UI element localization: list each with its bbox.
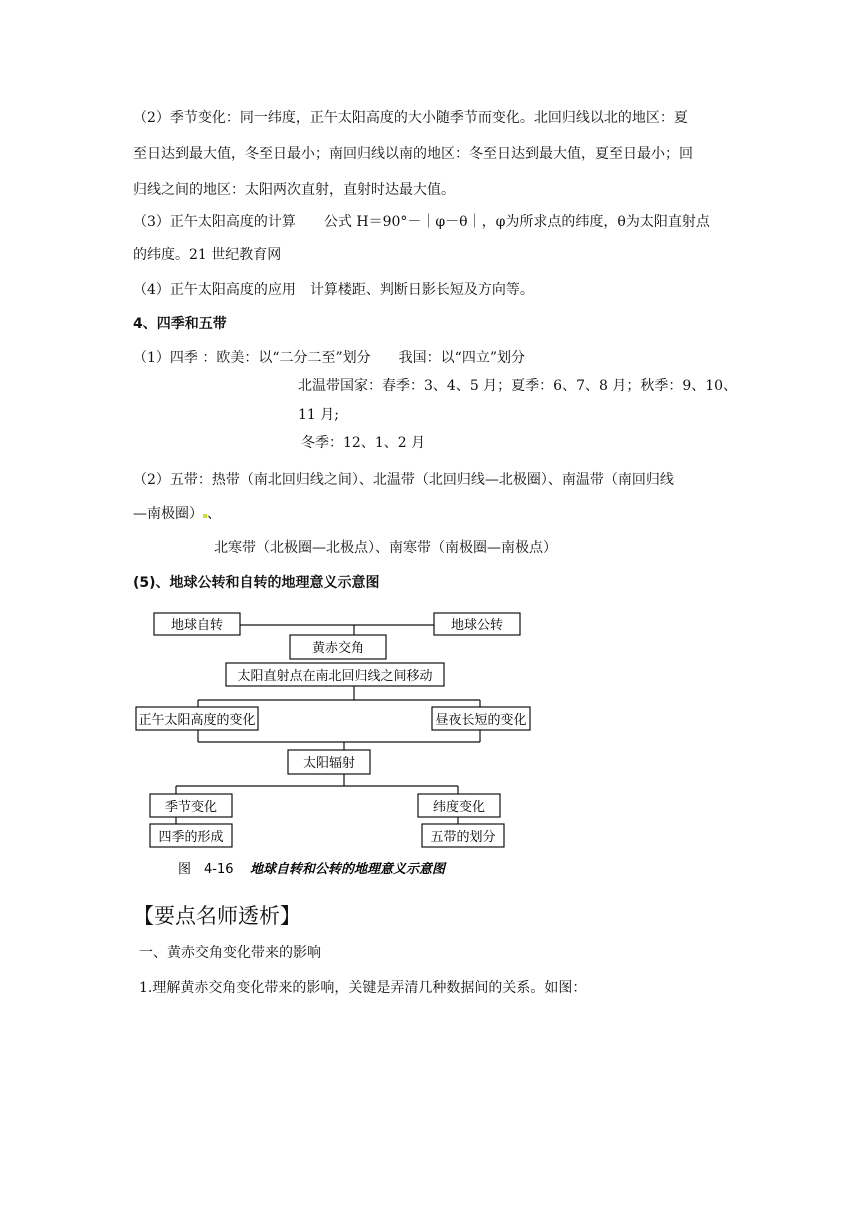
figure-caption: 地球自转和公转的地理意义示意图 [250,862,446,877]
text-line: 至日达到最大值，冬至日最小；南回归线以南的地区：冬至日达到最大值，夏至日最小；回 [133,146,693,162]
section-title: (5)、地球公转和自转的地理意义示意图 [133,575,380,591]
box-latitude-change [418,794,500,817]
flow-diagram [128,604,548,884]
box-label: 太阳直射点在南北回归线之间移动 [237,669,433,684]
box-label: 太阳辐射 [302,756,356,771]
text-fragment: 、 [207,506,221,522]
box-label: 四季的形成 [158,830,224,845]
text-line: 1.理解黄赤交角变化带来的影响，关键是弄清几种数据间的关系。如图： [139,980,587,996]
key-points-heading: 【要点名师透析】 [133,904,301,928]
text-line: 归线之间的地区：太阳两次直射，直射时达最大值。 [133,182,455,198]
box-label: 黄赤交角 [311,641,365,656]
section-title: 4、四季和五带 [133,316,227,332]
text-line: （2）季节变化：同一纬度，正午太阳高度的大小随季节而变化。北回归线以北的地区：夏 [133,110,688,126]
box-earth-rotation [154,613,240,635]
box-obliquity [290,635,386,659]
box-four-seasons [150,824,232,847]
text-line: （1）四季 ：欧美：以“二分二至”划分 我国：以“四立”划分 [133,350,525,366]
box-label: 正午太阳高度的变化 [138,713,256,728]
box-label: 季节变化 [164,800,218,815]
box-direct-point [226,663,444,686]
box-label: 纬度变化 [432,800,486,815]
text-line: （2）五带：热带（南北回归线之间）、北温带（北回归线—北极圈）、南温带（南回归线 [133,472,674,488]
subheading: 一、黄赤交角变化带来的影响 [139,945,321,961]
box-day-length [432,707,530,730]
box-earth-revolution [434,613,520,635]
box-season-change [150,794,232,817]
text-line: 冬季：12、1、2 月 [301,435,426,451]
text-fragment: —南极圈） [133,506,203,522]
text-line [133,504,221,524]
box-label: 昼夜长短的变化 [435,713,527,728]
box-five-zones [422,824,504,847]
box-label: 地球自转 [170,618,224,633]
box-solar-radiation [288,750,370,774]
box-noon-height [136,707,258,730]
text-line: 北寒带（北极圈—北极点）、南寒带（南极圈—南极点） [214,540,557,556]
text-line: 北温带国家：春季：3、4、5 月；夏季：6、7、8 月；秋季：9、10、 [298,378,738,394]
text-line: 的纬度。21 世纪教育网 [133,247,282,263]
box-label: 五带的划分 [430,830,496,845]
box-label: 地球公转 [450,618,504,633]
text-line: 11 月; [298,407,339,423]
text-line: （3）正午太阳高度的计算 公式 H＝90°－｜φ－θ｜，φ为所求点的纬度，θ为太阳直射点 [133,214,710,230]
figure-number: 图 4-16 [178,862,234,877]
text-line: （4）正午太阳高度的应用 计算楼距、判断日影长短及方向等。 [133,282,534,298]
